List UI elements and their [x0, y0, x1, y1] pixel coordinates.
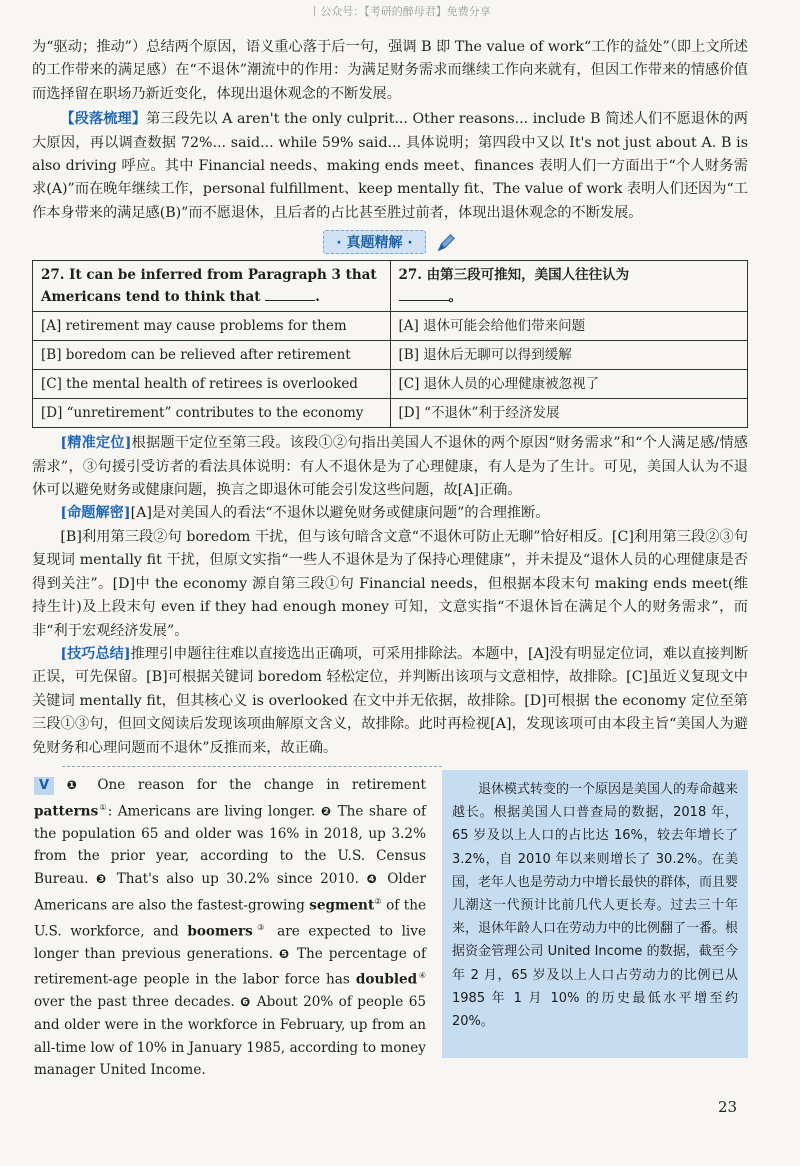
vocab-doubled: doubled: [355, 971, 418, 988]
passage-english: V ❶ One reason for the change in retirement patterns①: Americans are living longer. ❷ The share of the population 65 and older was 16% in 2018, up 3.2% from the prior year, according to the U.S. Census Bureau. ❸ That's also up 30.2% since 2010. ❹ Older Americans are also the fastest-growing segment② of the U.S. workforce, and boomers③ are expected to live longer than previous generations. ❺ The percentage of retirement-age people in the labor force has doubled④ over the past three decades. ❻ About 20% of people 65 and older were in the workforce in February, up from an all-time low of 10% in January 1985, according to money manager United Income.: [34, 777, 426, 1079]
tips-tag: [技巧总结]: [60, 645, 131, 662]
decode-paragraph: [命题解密][A]是对美国人的看法“不退休以避免财务或健康问题”的合理推断。: [60, 505, 550, 522]
option-row: [33, 399, 748, 428]
option-d-cn: [D] “不退休”利于经济发展: [390, 399, 748, 428]
paragraph-structure: [32, 108, 748, 225]
dashed-divider: [62, 766, 442, 767]
option-row: [33, 312, 748, 341]
option-row: [33, 370, 748, 399]
option-a-cn: [A] 退休可能会给他们带来问题: [390, 312, 748, 341]
option-a-en: [A] retirement may cause problems for them: [33, 312, 391, 341]
section-heading-label: · 真题精解 ·: [323, 230, 425, 254]
decode-tag: [命题解密]: [60, 505, 131, 522]
vocab-patterns: patterns: [34, 803, 99, 820]
positioning-paragraph: [精准定位]根据题干定位至第三段。该段①②句指出美国人不退休的两个原因“财务需求”和“个人满足感/情感需求”，③句援引受访者的看法具体说明：有人不退休是为了心理健康，有人是为了生计。可见，美国人认为不退休可以避免财务或健康问题，换言之即退休可能会引发这些问题，故[A]正确。: [32, 435, 748, 499]
option-b-en: [B] boredom can be relieved after retirement: [33, 341, 391, 370]
intro-paragraph: 为“驱动；推动”）总结两个原因，语义重心落于后一句，强调 B 即 The value of work“工作的益处”（即上文所述的工作带来的满足感）在“不退休”潮流中的作用：为满足财务需求而继续工作向来就有，但因工作带来的情感价值而选择留在职场乃新近变化，体现出退休观念的不断发展。: [32, 39, 748, 102]
paragraph-structure-tag: 【段落梳理】: [60, 111, 147, 128]
question-stem-cn: 27. 由第三段可推知，美国人往往认为 。: [390, 261, 748, 312]
option-d-en: [D] “unretirement” contributes to the economy: [33, 399, 391, 428]
paragraph-label: V: [34, 777, 54, 795]
answer-blank: [265, 300, 315, 301]
question-stem-en: 27. It can be inferred from Paragraph 3 that Americans tend to think that .: [33, 261, 391, 312]
option-row: [33, 341, 748, 370]
answer-blank-cn: [399, 300, 449, 301]
passage-translation: 退休模式转变的一个原因是美国人的寿命越来越长。根据美国人口普查局的数据，2018 年，65 岁及以上人口的占比达 16%，较去年增长了 3.2%，自 2010 年以来则增长了 30.2%。在美国，老年人也是劳动力中增长最快的群体，而且婴儿潮这一代预计比前几代人更长寿。过去三十年来，退休年龄人口在劳动力中的比例翻了一番。根据资金管理公司 United Income 的数据，截至今年 2 月，65 岁及以上人口占劳动力的比例已从 1985 年 1 月 10% 的历史最低水平增至约 20%。: [442, 770, 748, 1058]
page-content: [32, 36, 748, 760]
positioning-tag: [精准定位]: [60, 435, 132, 452]
vocab-segment: segment: [309, 897, 375, 914]
pen-icon: [435, 232, 457, 254]
option-b-cn: [B] 退休后无聊可以得到缓解: [390, 341, 748, 370]
vocab-boomers: boomers: [187, 923, 253, 940]
question-table: [32, 260, 748, 428]
tips-paragraph: [技巧总结]推理引申题往往难以直接选出正确项，可采用排除法。本题中，[A]没有明显定位词，难以直接判断正误，可先保留。[B]可根据关键词 boredom 轻松定位，并判断出该项与文意相悖，故排除。[C]虽近义复现文中关键词 mentally fit，但其核心义 is overlooked 在文中并无依据，故排除。[D]可根据 the economy 定位至第三段①③句，但回文阅读后发现该项曲解原文含义，故排除。此时再检视[A]，发现该项可由本段主旨“美国人为避免财务和心理问题而不退休”反推而来，故正确。: [32, 645, 748, 756]
passage-section: [32, 766, 748, 1079]
decode-paragraph-2: [B]利用第三段②句 boredom 干扰，但与该句暗含文意“不退休可防止无聊”恰好相反。[C]利用第三段②③句复现词 mentally fit 干扰，但原文实指“一些人不退休是为了保持心理健康”，并未提及“退休人员的心理健康是否得到关注”。[D]中 the economy 源自第三段①句 Financial needs，但根据本段末句 making ends meet(维持生计)及上段末句 even if they had enough money 可知，文意实指“不退休旨在满足个人的财务需求”，而非“利于宏观经济发展”。: [32, 528, 748, 639]
section-heading: [32, 230, 748, 254]
paragraph-structure-text: 第三段先以 A aren't the only culprit... Other reasons... include B 简述人们不愿退休的两大原因，再以调查数据 72%... said... while 59% said... 具体说明；第四段中又以 It's not just about A. B is also driving 呼应。其中 Financial needs、making ends meet、finances 表明人们一方面出于“个人财务需求(A)”而在晚年继续工作，personal fulfillment、keep mentally fit、The value of work 表明人们还因为“工作本身带来的满足感(B)”而不愿退休，且后者的占比甚至胜过前者，体现出退休观念的不断发展。: [32, 111, 748, 221]
question-stem-row: [33, 261, 748, 312]
option-c-en: [C] the mental health of retirees is overlooked: [33, 370, 391, 399]
option-c-cn: [C] 退休人员的心理健康被忽视了: [390, 370, 748, 399]
page-number: 23: [718, 1098, 738, 1116]
watermark-bar: 丨公众号：【考研的醉母君】免费分享: [309, 5, 491, 18]
